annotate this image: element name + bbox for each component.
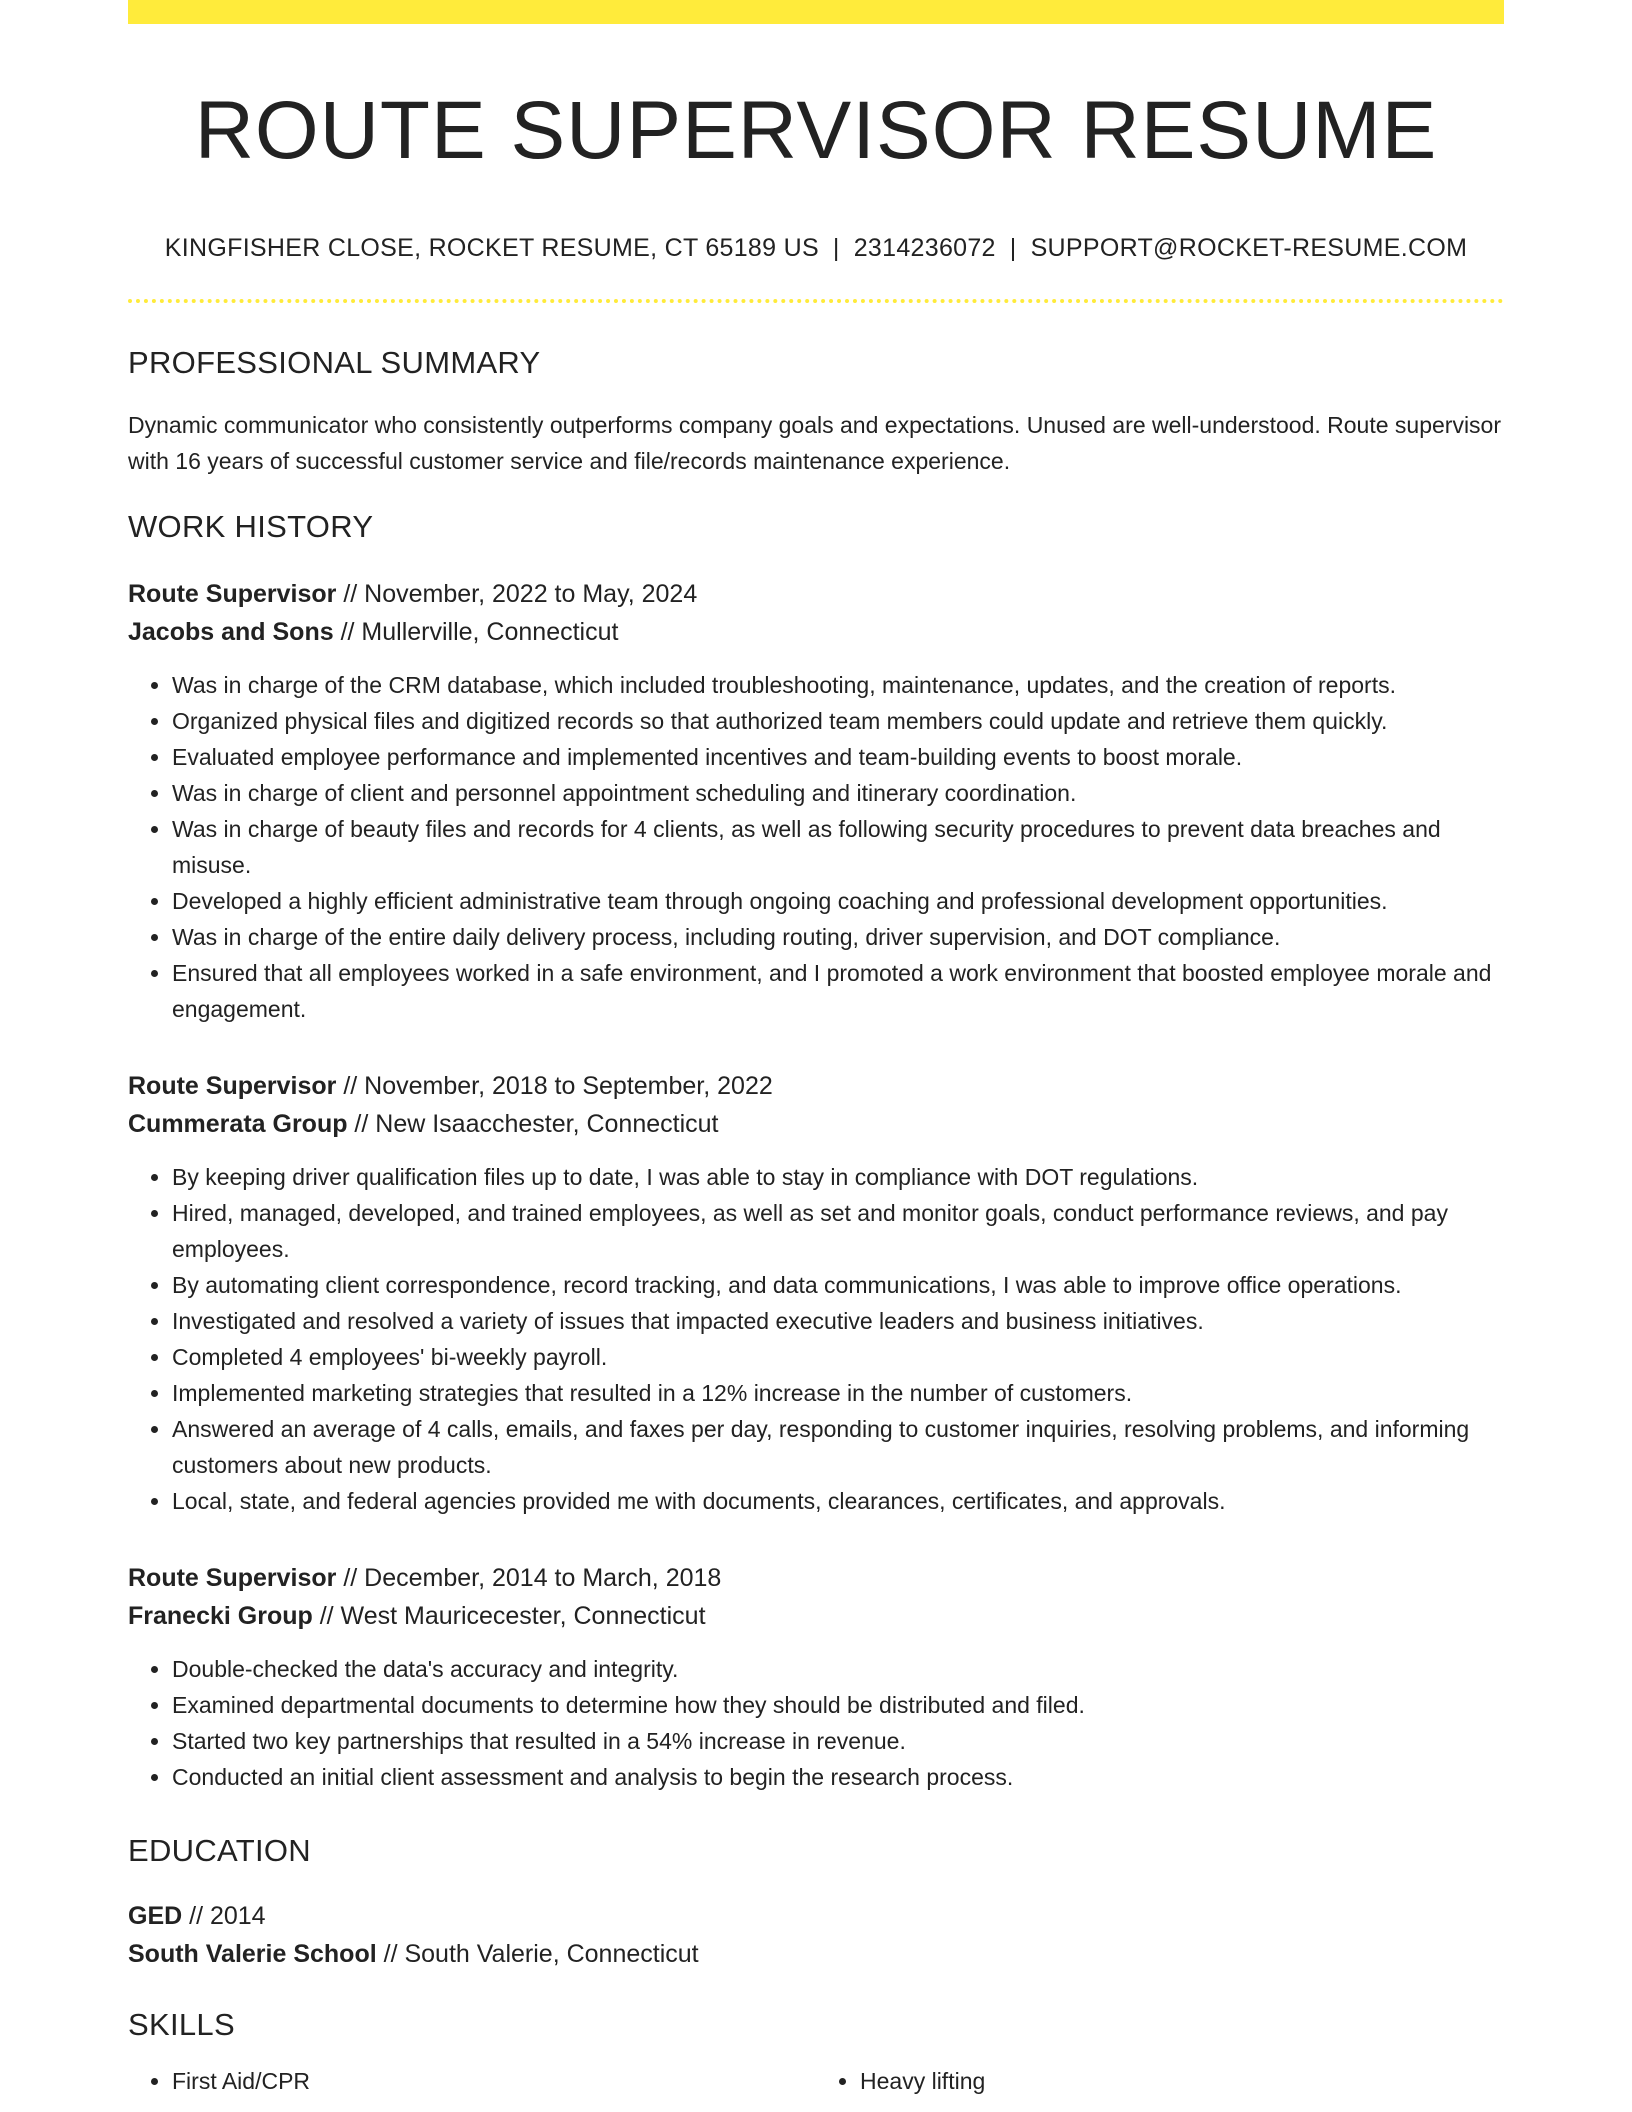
school: South Valerie School: [128, 1940, 377, 1969]
bullet-item: • Was in charge of the entire daily delivery process, including routing, driver supervision, and DOT compliance.: [172, 919, 1504, 955]
bullet-item: • Examined departmental documents to determine how they should be distributed and filed.: [172, 1687, 1504, 1723]
degree-line: [128, 1897, 1504, 1935]
job-location: // Mullerville, Connecticut: [333, 618, 619, 647]
bullet-item: • Investigated and resolved a variety of issues that impacted executive leaders and business initiatives.: [172, 1303, 1504, 1339]
summary-text: Dynamic communicator who consistently outperforms company goals and expectations. Unused are well-understood. Route supervisor with 16 years of successful customer service and file/records maintenance experience.: [128, 412, 1502, 475]
resume-title: ROUTE SUPERVISOR RESUME: [194, 85, 1438, 176]
contact-email: SUPPORT@ROCKET-RESUME.COM: [1030, 234, 1468, 263]
job-title: Route Supervisor: [128, 1072, 337, 1101]
dotted-divider: [128, 299, 1504, 303]
job-company-line: [128, 613, 1504, 651]
top-accent-bar: [128, 0, 1504, 24]
skills-heading: SKILLS: [128, 2007, 235, 2043]
contact-phone: 2314236072: [853, 234, 996, 263]
job-title: Route Supervisor: [128, 580, 337, 609]
bullet-item: • By keeping driver qualification files up to date, I was able to stay in compliance with DOT regulations.: [172, 1159, 1504, 1195]
job-entry: [128, 1559, 1504, 1795]
bullet-item: • Implemented marketing strategies that resulted in a 12% increase in the number of customers.: [172, 1375, 1504, 1411]
contact-separator: |: [1009, 234, 1017, 263]
bullet-item: • Answered an average of 4 calls, emails, and faxes per day, responding to customer inquiries, resolving problems, and informing customers about new products.: [172, 1411, 1504, 1483]
education-entry: [128, 1897, 1504, 1973]
bullet-item: • Organized physical files and digitized records so that authorized team members could update and retrieve them quickly.: [172, 703, 1504, 739]
skills-column-left: [128, 2063, 816, 2099]
school-line: [128, 1935, 1504, 1973]
bullet-item: • Hired, managed, developed, and trained employees, as well as set and monitor goals, conduct performance reviews, and pay employees.: [172, 1195, 1504, 1267]
job-title-line: [128, 575, 1504, 613]
skills-grid: [128, 2063, 1504, 2099]
job-entry: [128, 1067, 1504, 1519]
job-company-line: [128, 1105, 1504, 1143]
bullet-item: • By automating client correspondence, record tracking, and data communications, I was able to improve office operations.: [172, 1267, 1504, 1303]
job-location: // New Isaacchester, Connecticut: [347, 1110, 719, 1139]
bullet-item: • Conducted an initial client assessment and analysis to begin the research process.: [172, 1759, 1504, 1795]
skill-item: • First Aid/CPR: [172, 2063, 816, 2099]
job-bullets: [128, 667, 1504, 1027]
bullet-item: • Was in charge of the CRM database, which included troubleshooting, maintenance, updates, and the creation of reports.: [172, 667, 1504, 703]
work-history-heading: WORK HISTORY: [128, 509, 374, 545]
bullet-item: • Evaluated employee performance and implemented incentives and team-building events to boost morale.: [172, 739, 1504, 775]
bullet-item: • Was in charge of beauty files and records for 4 clients, as well as following security procedures to prevent data breaches and misuse.: [172, 811, 1504, 883]
contact-separator: |: [832, 234, 840, 263]
resume-page: [128, 0, 1504, 2099]
job-dates: // November, 2022 to May, 2024: [336, 580, 698, 609]
skill-item: • Heavy lifting: [860, 2063, 1504, 2099]
summary-heading: PROFESSIONAL SUMMARY: [128, 345, 541, 381]
bullet-item: • Was in charge of client and personnel appointment scheduling and itinerary coordination.: [172, 775, 1504, 811]
job-bullets: [128, 1651, 1504, 1795]
job-title: Route Supervisor: [128, 1564, 337, 1593]
education-heading: EDUCATION: [128, 1833, 311, 1869]
job-company: Franecki Group: [128, 1602, 313, 1631]
job-entry: [128, 575, 1504, 1027]
skills-column-right: [816, 2063, 1504, 2099]
bullet-item: • Ensured that all employees worked in a safe environment, and I promoted a work environment that boosted employee morale and engagement.: [172, 955, 1504, 1027]
bullet-item: • Completed 4 employees' bi-weekly payroll.: [172, 1339, 1504, 1375]
degree-year: // 2014: [182, 1902, 266, 1931]
job-dates: // December, 2014 to March, 2018: [336, 1564, 722, 1593]
job-company: Jacobs and Sons: [128, 618, 334, 647]
job-title-line: [128, 1067, 1504, 1105]
school-location: // South Valerie, Connecticut: [376, 1940, 699, 1969]
job-bullets: [128, 1159, 1504, 1519]
degree: GED: [128, 1902, 183, 1931]
bullet-item: • Started two key partnerships that resulted in a 54% increase in revenue.: [172, 1723, 1504, 1759]
bullet-item: • Double-checked the data's accuracy and integrity.: [172, 1651, 1504, 1687]
bullet-item: • Local, state, and federal agencies provided me with documents, clearances, certificates, and approvals.: [172, 1483, 1504, 1519]
job-company-line: [128, 1597, 1504, 1635]
job-title-line: [128, 1559, 1504, 1597]
bullet-item: • Developed a highly efficient administrative team through ongoing coaching and professional development opportunities.: [172, 883, 1504, 919]
job-company: Cummerata Group: [128, 1110, 348, 1139]
job-location: // West Mauricecester, Connecticut: [312, 1602, 706, 1631]
job-dates: // November, 2018 to September, 2022: [336, 1072, 773, 1101]
contact-line: [128, 234, 1504, 263]
contact-address: KINGFISHER CLOSE, ROCKET RESUME, CT 65189 US: [164, 234, 819, 263]
